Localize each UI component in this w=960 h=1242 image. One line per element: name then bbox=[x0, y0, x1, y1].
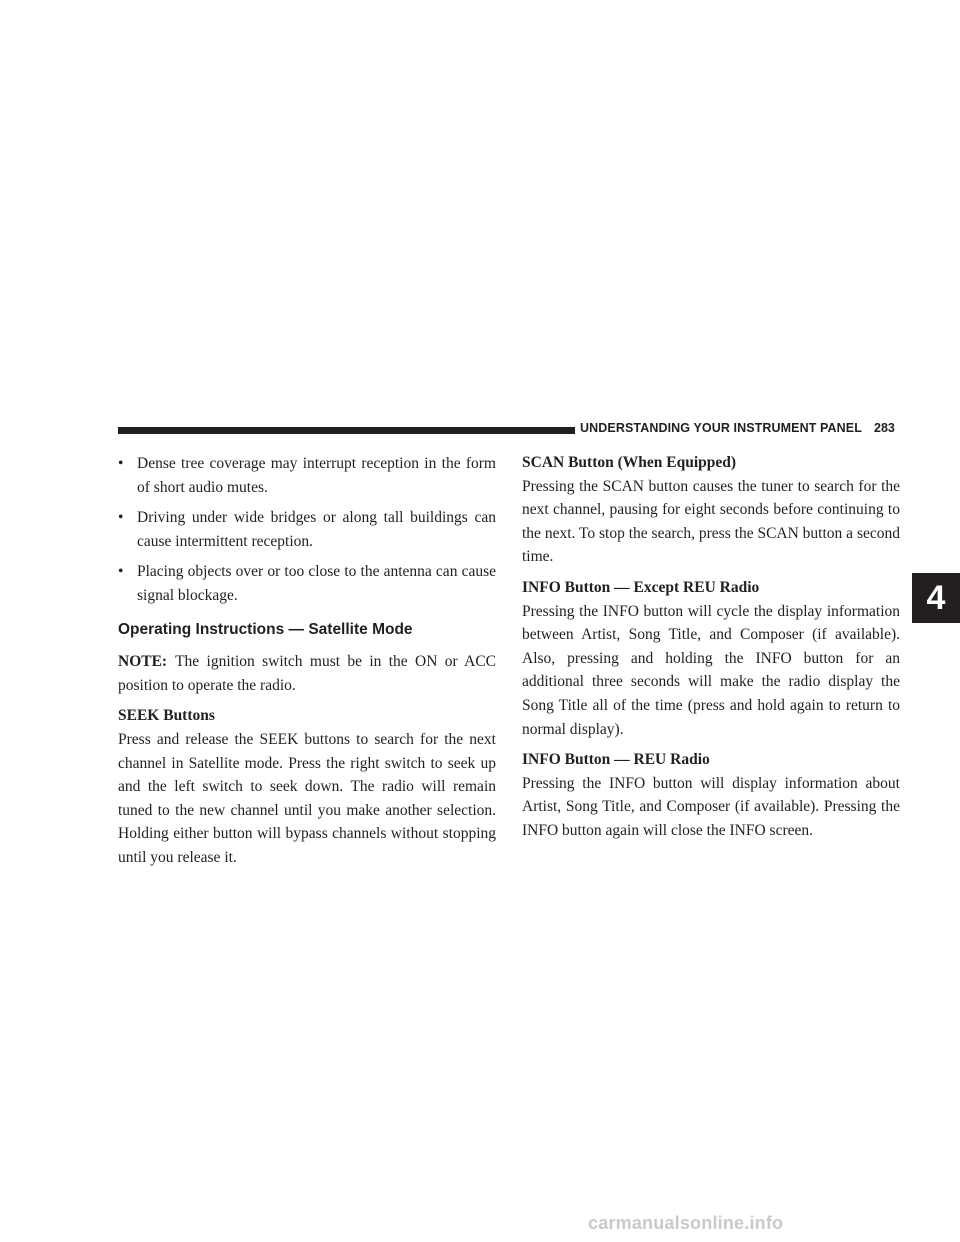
bullet-item bbox=[118, 506, 496, 553]
left-column bbox=[118, 452, 496, 870]
info-reu-text: Pressing the INFO button will display information about Artist, Song Title, and Composer (if available). Pressing the INFO button again will close the INFO screen. bbox=[522, 774, 900, 839]
header-rule bbox=[118, 427, 575, 434]
bullet-icon: • bbox=[118, 509, 124, 527]
right-column bbox=[522, 451, 900, 850]
running-header-title: UNDERSTANDING YOUR INSTRUMENT PANEL bbox=[580, 421, 862, 435]
bullet-icon: • bbox=[118, 455, 124, 472]
scan-heading: SCAN Button (When Equipped) bbox=[522, 454, 737, 471]
section-heading: Operating Instructions — Satellite Mode bbox=[118, 620, 413, 638]
page-number: 283 bbox=[874, 421, 895, 435]
info-reu-heading: INFO Button — REU Radio bbox=[522, 751, 710, 769]
bullet-icon: • bbox=[118, 563, 124, 581]
note-text: The ignition switch must be in the ON or ACC position to operate the radio. bbox=[118, 653, 496, 694]
seek-text: Press and release the SEEK buttons to search for the next channel in Satellite mode. Press the right switch to seek up and the left switch to seek down. The radio will remain tuned to the new channel until you make another selection. Holding either button will bypass channels without stopping until you release it. bbox=[118, 730, 496, 866]
chapter-tab: 4 bbox=[912, 573, 960, 623]
bullet-text: Placing objects over or too close to the antenna can cause signal blockage. bbox=[137, 563, 496, 604]
scan-text: Pressing the SCAN button causes the tuner to search for the next channel, pausing for eight seconds before continuing to the next. To stop the search, press the SCAN button a second time. bbox=[522, 477, 900, 566]
bullet-item bbox=[118, 560, 496, 607]
watermark: carmanualsonline.info bbox=[588, 1213, 784, 1233]
info-except-heading: INFO Button — Except REU Radio bbox=[522, 578, 760, 596]
note bbox=[118, 650, 496, 697]
bullet-text: Driving under wide bridges or along tall buildings can cause intermittent reception. bbox=[137, 509, 496, 550]
bullet-text: Dense tree coverage may interrupt reception in the form of short audio mutes. bbox=[137, 455, 496, 496]
info-except-text: Pressing the INFO button will cycle the display information between Artist, Song Title, and Composer (if available). Also, pressing and holding the INFO button for an additional three seconds will make the radio display the Song Title all of the time (press and hold again to return to normal display). bbox=[522, 602, 900, 738]
seek-heading: SEEK Buttons bbox=[118, 707, 215, 725]
bullet-item bbox=[118, 452, 496, 499]
note-label: NOTE: bbox=[118, 653, 168, 671]
